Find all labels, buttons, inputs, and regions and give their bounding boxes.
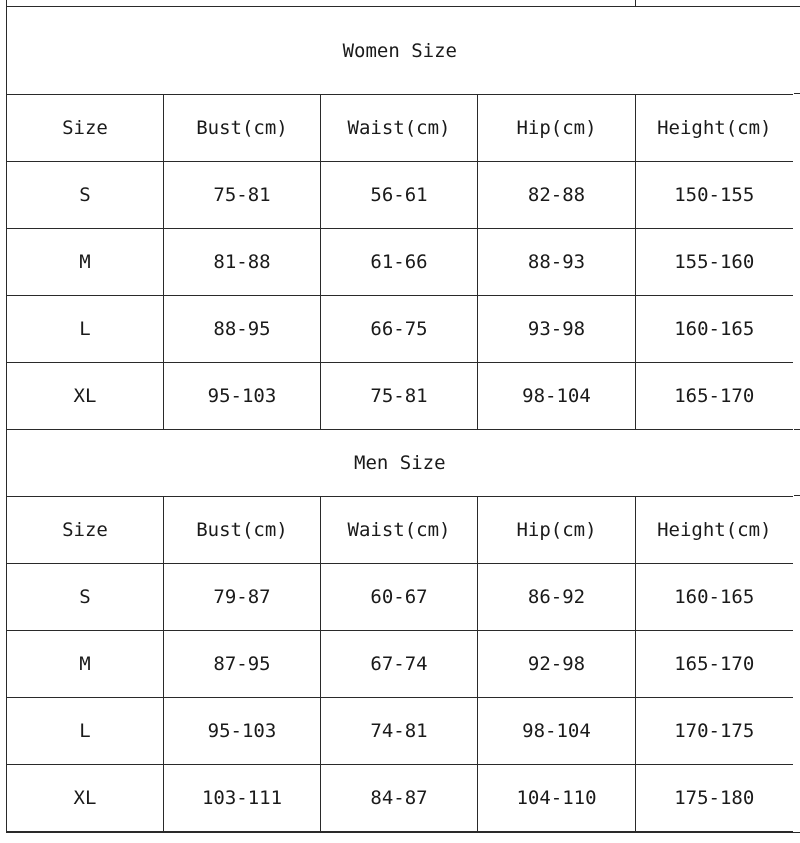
column-header-bust: Bust(cm)	[164, 497, 321, 564]
size-cell: XL	[7, 765, 164, 832]
column-header-hip: Hip(cm)	[478, 497, 636, 564]
table-row	[7, 363, 793, 430]
waist-cell: 74-81	[321, 698, 478, 765]
hip-cell: 88-93	[478, 229, 636, 296]
size-chart-table	[6, 6, 793, 832]
size-cell: S	[7, 162, 164, 229]
waist-cell: 56-61	[321, 162, 478, 229]
size-cell: L	[7, 698, 164, 765]
women-header-row	[7, 95, 793, 162]
bust-cell: 88-95	[164, 296, 321, 363]
size-cell: M	[7, 229, 164, 296]
column-header-waist: Waist(cm)	[321, 95, 478, 162]
women-title-row	[7, 7, 793, 95]
column-header-bust: Bust(cm)	[164, 95, 321, 162]
size-cell: S	[7, 564, 164, 631]
size-cell: M	[7, 631, 164, 698]
column-header-height: Height(cm)	[636, 95, 793, 162]
hip-cell: 98-104	[478, 363, 636, 430]
waist-cell: 66-75	[321, 296, 478, 363]
size-cell: L	[7, 296, 164, 363]
hip-cell: 104-110	[478, 765, 636, 832]
waist-cell: 61-66	[321, 229, 478, 296]
waist-cell: 75-81	[321, 363, 478, 430]
hip-cell: 93-98	[478, 296, 636, 363]
height-cell: 165-170	[636, 363, 793, 430]
height-cell: 165-170	[636, 631, 793, 698]
height-cell: 160-165	[636, 564, 793, 631]
hip-cell: 92-98	[478, 631, 636, 698]
column-header-hip: Hip(cm)	[478, 95, 636, 162]
hip-cell: 98-104	[478, 698, 636, 765]
bust-cell: 81-88	[164, 229, 321, 296]
men-size-title: Men Size	[7, 430, 793, 497]
table-row	[7, 698, 793, 765]
table-row	[7, 162, 793, 229]
height-cell: 150-155	[636, 162, 793, 229]
waist-cell: 84-87	[321, 765, 478, 832]
bust-cell: 75-81	[164, 162, 321, 229]
hip-cell: 82-88	[478, 162, 636, 229]
table-row	[7, 564, 793, 631]
waist-cell: 67-74	[321, 631, 478, 698]
column-header-waist: Waist(cm)	[321, 497, 478, 564]
table-row	[7, 765, 793, 832]
height-cell: 175-180	[636, 765, 793, 832]
bust-cell: 95-103	[164, 363, 321, 430]
waist-cell: 60-67	[321, 564, 478, 631]
men-title-row	[7, 430, 793, 497]
women-size-title: Women Size	[7, 7, 793, 95]
size-cell: XL	[7, 363, 164, 430]
column-header-size: Size	[7, 497, 164, 564]
height-cell: 170-175	[636, 698, 793, 765]
bottom-grid-line	[6, 832, 800, 833]
table-row	[7, 631, 793, 698]
column-header-height: Height(cm)	[636, 497, 793, 564]
bust-cell: 79-87	[164, 564, 321, 631]
height-cell: 155-160	[636, 229, 793, 296]
size-chart-sheet	[6, 0, 800, 843]
bust-cell: 103-111	[164, 765, 321, 832]
table-row	[7, 296, 793, 363]
adjacent-column-edge	[794, 6, 800, 832]
men-header-row	[7, 497, 793, 564]
height-cell: 160-165	[636, 296, 793, 363]
bust-cell: 95-103	[164, 698, 321, 765]
hip-cell: 86-92	[478, 564, 636, 631]
bust-cell: 87-95	[164, 631, 321, 698]
table-row	[7, 229, 793, 296]
column-header-size: Size	[7, 95, 164, 162]
